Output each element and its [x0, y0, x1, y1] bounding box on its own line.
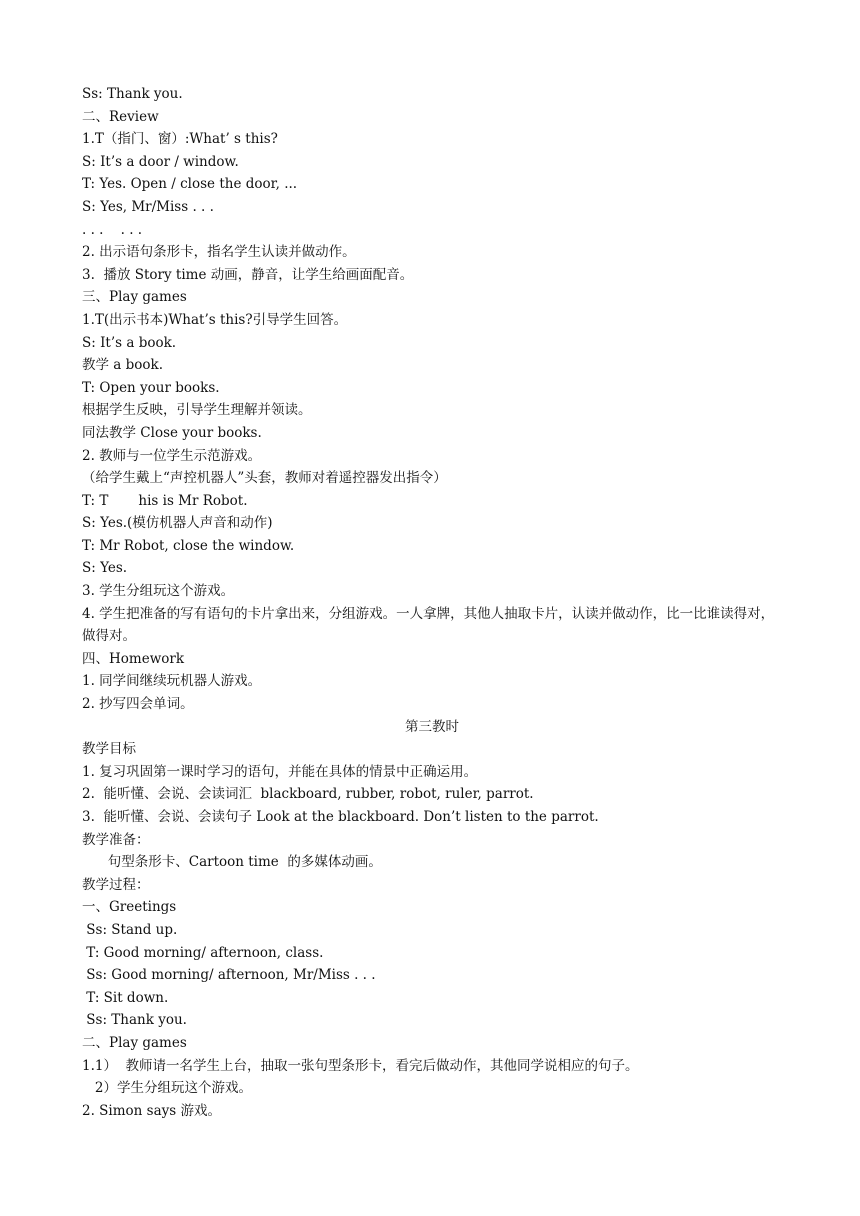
section-heading: 四、Homework — [82, 650, 185, 667]
text-line: 1.T(出示书本)What’s this?引导学生回答。 — [82, 311, 348, 328]
text-line: 同法教学 Close your books. — [82, 424, 262, 441]
text-line: 句型条形卡、Cartoon time 的多媒体动画。 — [82, 854, 382, 871]
lesson-title: 第三教时 — [405, 718, 459, 735]
text-line: 1.1） 教师请一名学生上台，抽取一张句型条形卡，看完后做动作，其他同学说相应的句子。 — [82, 1057, 639, 1074]
text-line: T: Sit down. — [82, 989, 169, 1006]
text-line: 2. 教师与一位学生示范游戏。 — [82, 447, 262, 464]
text-line: 2）学生分组玩这个游戏。 — [82, 1080, 252, 1097]
text-line: T: Mr Robot, close the window. — [82, 537, 295, 554]
text-line: T: Open your books. — [82, 379, 220, 396]
text-line: 1. 同学间继续玩机器人游戏。 — [82, 673, 262, 690]
text-line: 3. 播放 Story time 动画，静音，让学生给画面配音。 — [82, 266, 414, 283]
lesson-plan-text — [82, 83, 782, 1122]
text-line: 2. 出示语句条形卡，指名学生认读并做动作。 — [82, 244, 356, 261]
section-heading: 教学过程： — [82, 876, 150, 893]
text-line: Ss: Thank you. — [82, 86, 183, 102]
text-paragraph: 4. 学生把准备的写有语句的卡片拿出来，分组游戏。一人拿牌，其他人抽取卡片，认读并做动作，比一比谁读得对，做得对。 — [82, 605, 775, 645]
text-line: 2. 抄写四会单词。 — [82, 696, 194, 713]
text-line: . . . . . . — [82, 221, 143, 238]
text-line: S: Yes, Mr/Miss . . . — [82, 198, 214, 215]
section-heading: 二、Play games — [82, 1034, 187, 1051]
text-line: 1. 复习巩固第一课时学习的语句，并能在具体的情景中正确运用。 — [82, 763, 478, 780]
text-line: 2. 能听懂、会说、会读词汇 blackboard, rubber, robot, ruler, parrot. — [82, 786, 534, 803]
text-line: 2. Simon says 游戏。 — [82, 1102, 221, 1119]
section-heading: 一、Greetings — [82, 899, 177, 916]
section-heading: 教学目标 — [82, 741, 136, 758]
text-line: 根据学生反映，引导学生理解并领读。 — [82, 402, 312, 419]
text-line: 1.T（指门、窗）:What’ s this? — [82, 131, 278, 148]
text-line: S: It’s a door / window. — [82, 153, 239, 170]
text-line: （给学生戴上“声控机器人”头套，教师对着遥控器发出指令） — [82, 470, 447, 487]
text-line: 教学 a book. — [82, 357, 163, 374]
text-line: T: Good morning/ afternoon, class. — [82, 944, 324, 961]
text-line: S: Yes. — [82, 560, 128, 577]
text-line: 3. 能听懂、会说、会读句子 Look at the blackboard. Don’t listen to the parrot. — [82, 809, 599, 825]
text-line: S: Yes.(模仿机器人声音和动作) — [82, 515, 273, 532]
section-heading: 二、Review — [82, 108, 159, 125]
section-heading: 教学准备： — [82, 831, 150, 848]
text-line: S: It’s a book. — [82, 334, 177, 351]
text-line: Ss: Thank you. — [82, 1012, 187, 1029]
text-line: Ss: Stand up. — [82, 921, 178, 938]
text-line: 3. 学生分组玩这个游戏。 — [82, 583, 235, 600]
text-line: Ss: Good morning/ afternoon, Mr/Miss . . . — [82, 967, 376, 984]
section-heading: 三、Play games — [82, 289, 187, 306]
text-line: T: T his is Mr Robot. — [82, 492, 248, 509]
text-line: T: Yes. Open / close the door, ... — [82, 176, 298, 193]
